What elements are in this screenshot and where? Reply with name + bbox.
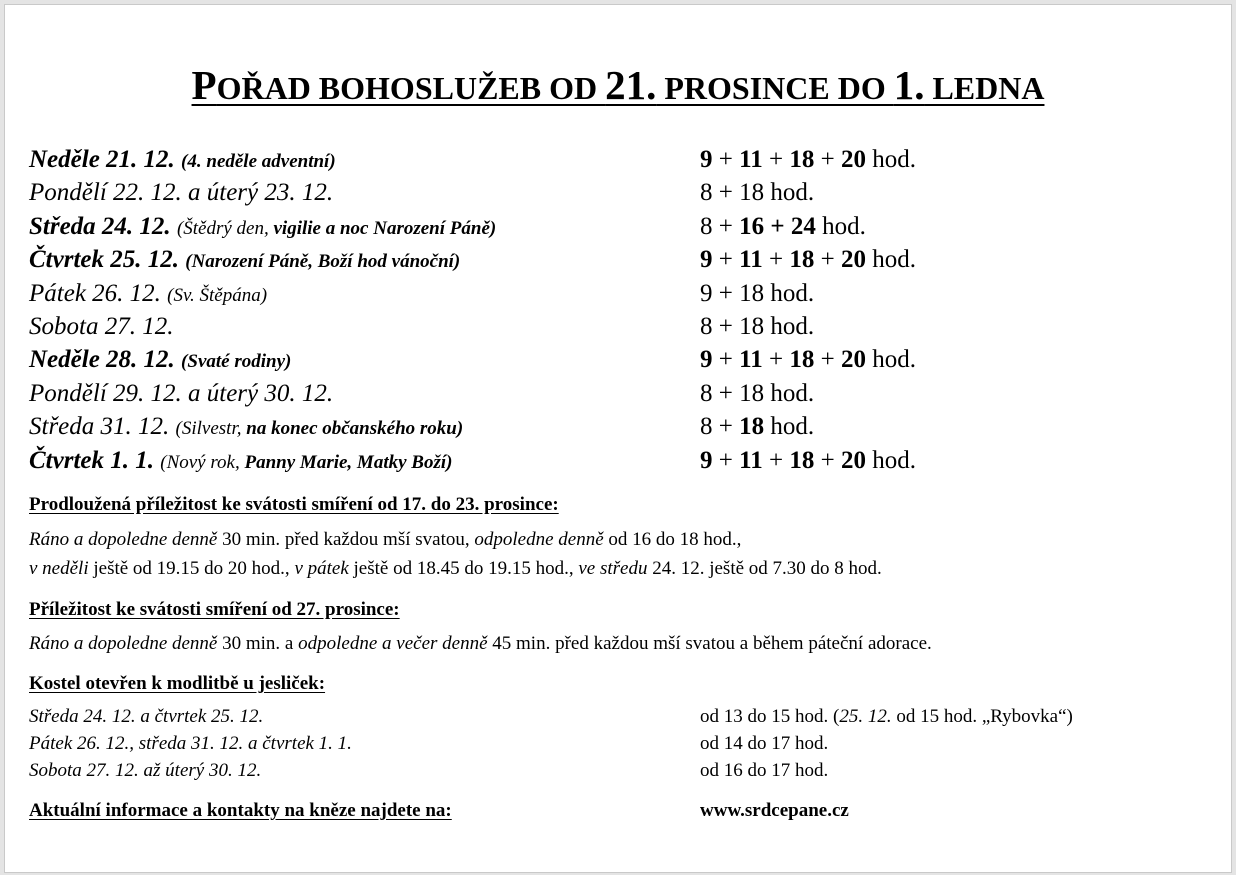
paragraph-line: Ráno a dopoledne denně 30 min. před každou mší svatou, odpoledne denně od 16 do 18 hod., bbox=[29, 529, 742, 550]
open-days: Středa 24. 12. a čtvrtek 25. 12. bbox=[29, 706, 264, 727]
schedule-day: Neděle 28. 12. (Svaté rodiny) bbox=[29, 346, 292, 373]
schedule-time: 9 + 11 + 18 + 20 hod. bbox=[700, 447, 916, 474]
schedule-time: 8 + 18 hod. bbox=[700, 413, 815, 440]
page-title: POŘAD BOHOSLUŽEB OD 21. PROSINCE DO 1. LEDNA bbox=[191, 62, 1045, 108]
website-link[interactable]: www.srdcepane.cz bbox=[700, 800, 849, 821]
schedule-day: Neděle 21. 12. (4. neděle adventní) bbox=[29, 146, 336, 173]
schedule-day: Čtvrtek 25. 12. (Narození Páně, Boží hod vánoční) bbox=[29, 246, 461, 273]
schedule-day: Pondělí 29. 12. a úterý 30. 12. bbox=[29, 380, 334, 407]
schedule-day: Středa 31. 12. (Silvestr, na konec občanského roku) bbox=[29, 413, 464, 440]
open-hours: od 14 do 17 hod. bbox=[700, 733, 829, 754]
contact-label: Aktuální informace a kontakty na kněze najdete na: bbox=[29, 800, 452, 821]
schedule-time: 9 + 18 hod. bbox=[700, 280, 815, 307]
open-hours: od 16 do 17 hod. bbox=[700, 760, 829, 781]
schedule-day: Středa 24. 12. (Štědrý den, vigilie a noc Narození Páně) bbox=[29, 213, 497, 240]
schedule-time: 9 + 11 + 18 + 20 hod. bbox=[700, 346, 916, 373]
schedule-time: 8 + 18 hod. bbox=[700, 313, 815, 340]
open-days: Sobota 27. 12. až úterý 30. 12. bbox=[29, 760, 262, 781]
section-heading: Prodloužená příležitost ke svátosti smíření od 17. do 23. prosince: bbox=[29, 494, 559, 515]
schedule-day: Čtvrtek 1. 1. (Nový rok, Panny Marie, Matky Boží) bbox=[29, 447, 453, 474]
document-page bbox=[4, 4, 1232, 873]
paragraph-line: Ráno a dopoledne denně 30 min. a odpoledne a večer denně 45 min. před každou mší svatou a během páteční adorace. bbox=[29, 633, 932, 654]
schedule-day: Sobota 27. 12. bbox=[29, 313, 174, 340]
paragraph-line: v neděli ještě od 19.15 do 20 hod., v pátek ještě od 18.45 do 19.15 hod., ve středu 24. 12. ještě od 7.30 do 8 hod. bbox=[29, 558, 882, 579]
schedule-day: Pondělí 22. 12. a úterý 23. 12. bbox=[29, 179, 334, 206]
schedule-day: Pátek 26. 12. (Sv. Štěpána) bbox=[29, 280, 268, 307]
open-days: Pátek 26. 12., středa 31. 12. a čtvrtek 1. 1. bbox=[29, 733, 352, 754]
schedule-time: 8 + 16 + 24 hod. bbox=[700, 213, 866, 240]
schedule-time: 9 + 11 + 18 + 20 hod. bbox=[700, 146, 916, 173]
schedule-time: 8 + 18 hod. bbox=[700, 179, 815, 206]
open-hours: od 13 do 15 hod. (25. 12. od 15 hod. „Rybovka“) bbox=[700, 706, 1073, 727]
section-heading: Příležitost ke svátosti smíření od 27. prosince: bbox=[29, 599, 400, 620]
schedule-time: 8 + 18 hod. bbox=[700, 380, 815, 407]
section-heading: Kostel otevřen k modlitbě u jesliček: bbox=[29, 673, 326, 694]
schedule-time: 9 + 11 + 18 + 20 hod. bbox=[700, 246, 916, 273]
